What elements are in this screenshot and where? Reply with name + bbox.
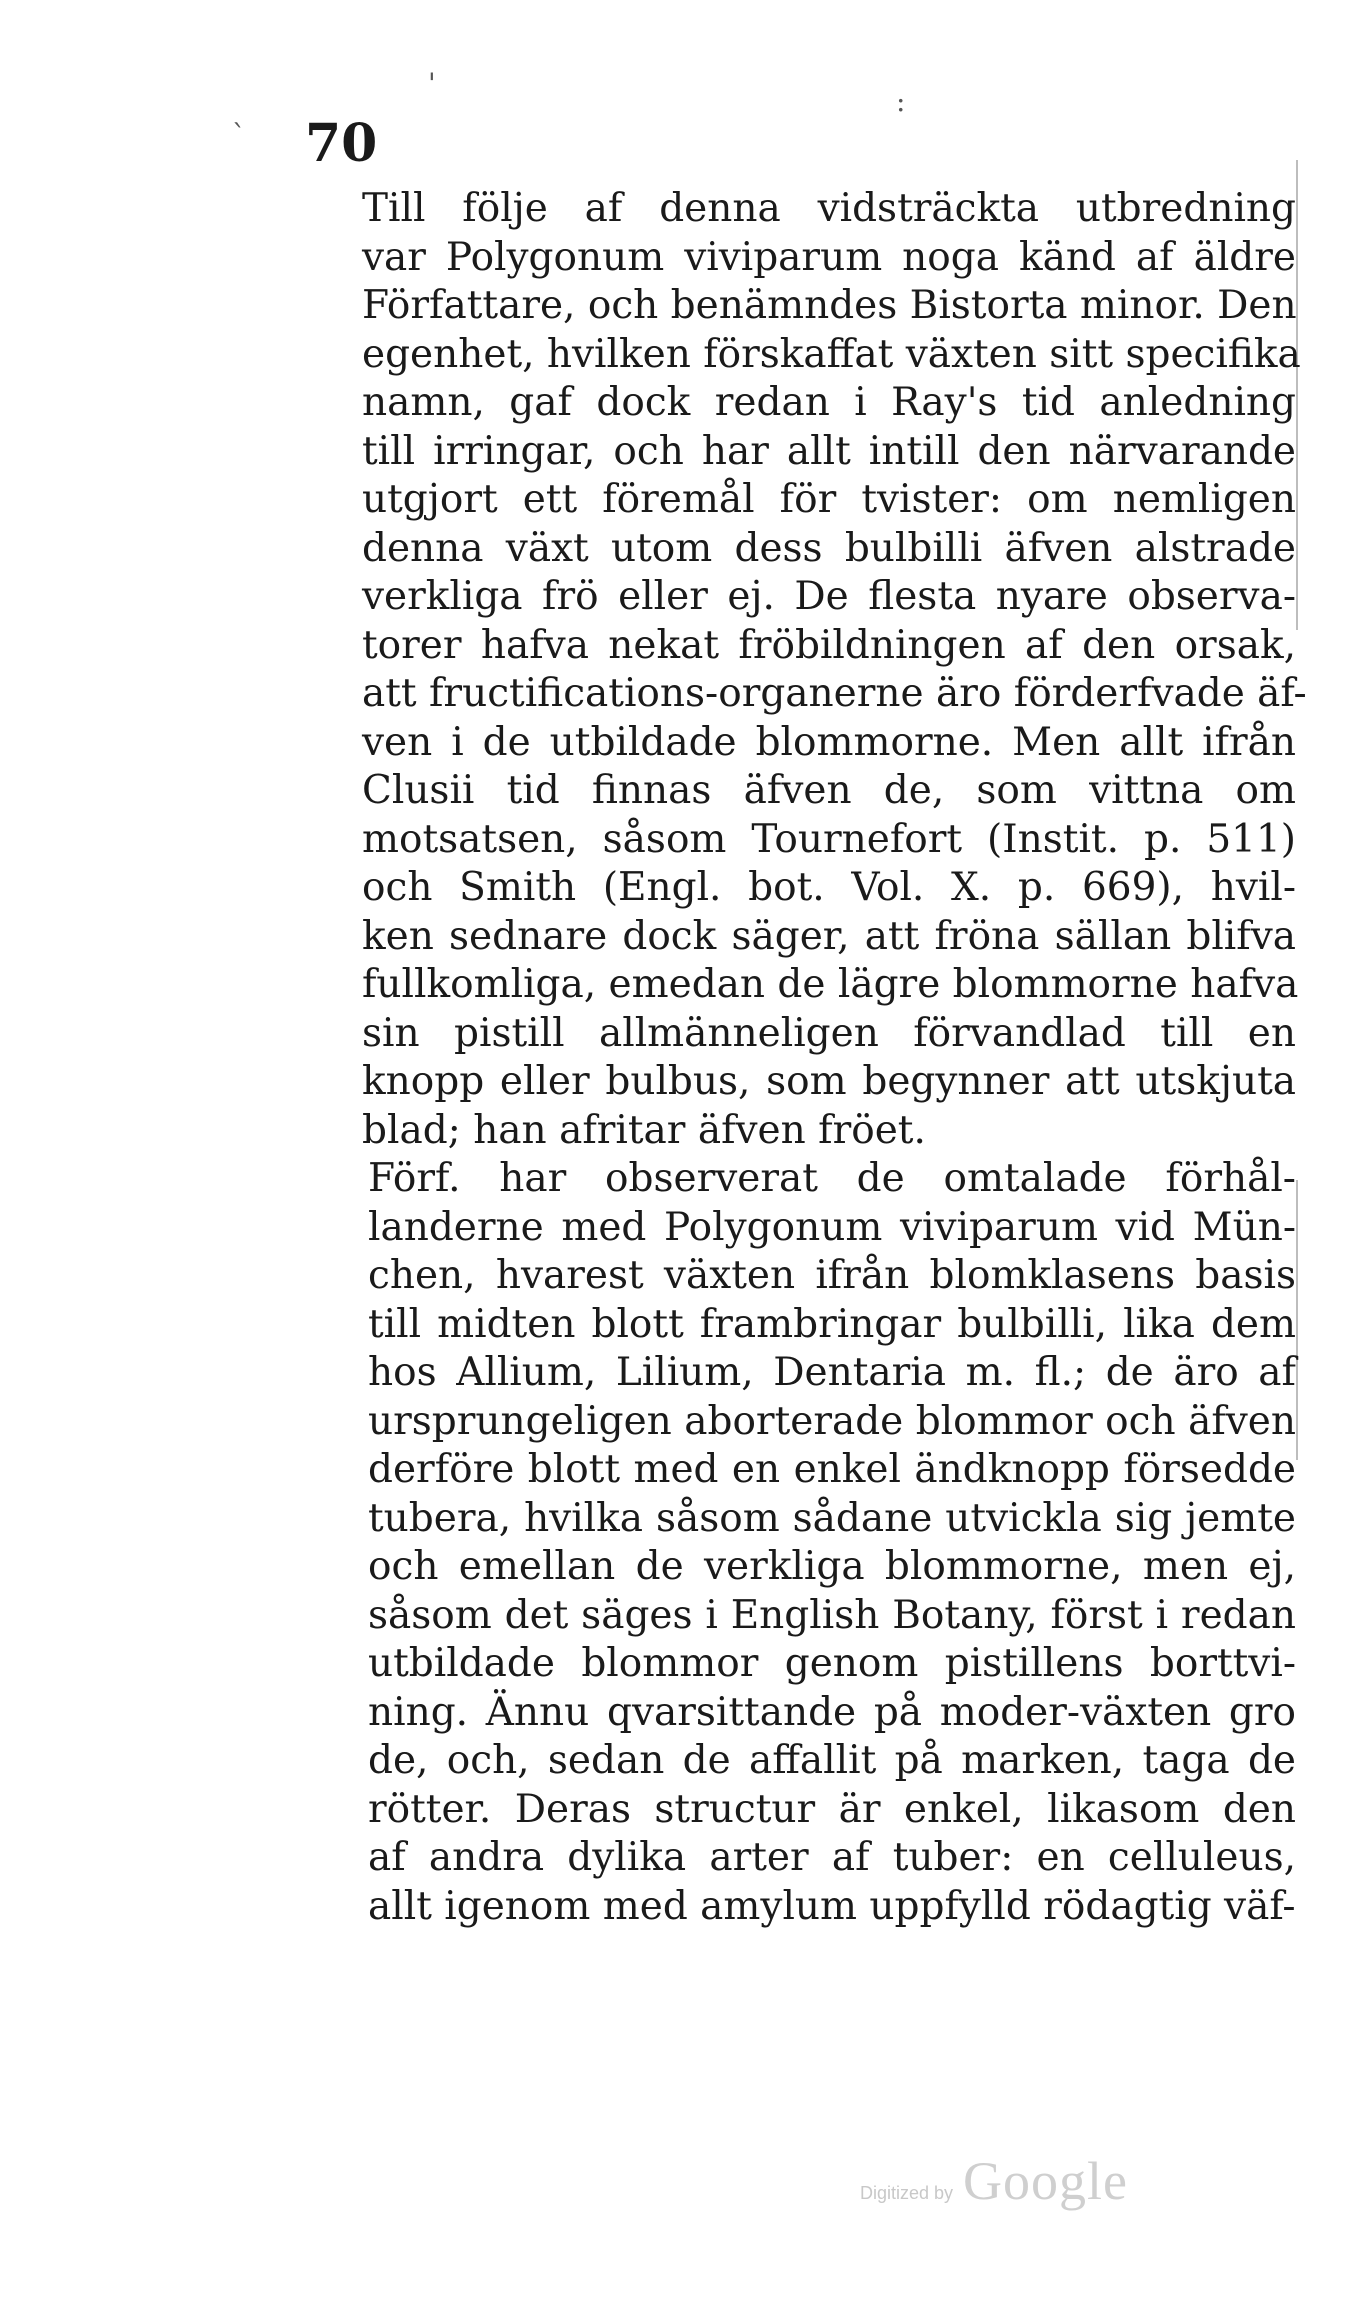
text-line: såsom det säges i English Botany, först i redan: [368, 1592, 1296, 1638]
text-line: ursprungeligen aborterade blommor och äfven: [368, 1398, 1296, 1444]
stray-mark: :: [896, 85, 906, 118]
text-line: utbildade blommor genom pistillens borttvi-: [368, 1641, 1296, 1686]
text-line: ning. Ännu qvarsittande på moder-växten gro: [368, 1689, 1296, 1735]
text-line: allt igenom med amylum uppfylld rödagtig väf-: [368, 1883, 1296, 1929]
text-line: af andra dylika arter af tuber: en celluleus,: [368, 1835, 1296, 1880]
paragraph-2: [248, 1155, 1296, 1931]
text-line: namn, gaf dock redan i Ray's tid anledning: [362, 380, 1296, 425]
text-line: utgjort ett föremål för tvister: om nemligen: [362, 477, 1296, 522]
text-line: Clusii tid finnas äfven de, som vittna om: [362, 768, 1296, 813]
page-number: 70: [305, 113, 378, 174]
text-line: derföre blott med en enkel ändknopp försedde: [368, 1447, 1296, 1492]
text-line: ven i de utbildade blommorne. Men allt ifrån: [362, 719, 1296, 765]
stray-mark: ': [428, 67, 436, 100]
text-line: egenhet, hvilken förskaffat växten sitt specifika: [362, 331, 1301, 377]
binding-edge: [1296, 160, 1298, 630]
text-line: motsatsen, såsom Tournefort (Instit. p. 511): [362, 816, 1296, 862]
text-line: torer hafva nekat fröbildningen af den orsak,: [362, 622, 1296, 668]
google-logo: Google: [963, 2151, 1129, 2211]
text-line: att fructifications-organerne äro förderfvade äf-: [362, 671, 1307, 716]
text-line: fullkomliga, emedan de lägre blommorne hafva: [362, 962, 1299, 1007]
text-line: rötter. Deras structur är enkel, likasom den: [368, 1786, 1296, 1832]
text-line: hos Allium, Lilium, Dentaria m. fl.; de äro af: [368, 1350, 1296, 1395]
text-line: de, och, sedan de affallit på marken, taga de: [368, 1738, 1296, 1783]
digitized-label: Digitized by: [860, 2183, 954, 2203]
text-line: denna växt utom dess bulbilli äfven alstrade: [362, 525, 1296, 571]
text-line: Förf. har observerat de omtalade förhål-: [368, 1156, 1296, 1201]
text-line: verkliga frö eller ej. De flesta nyare observa-: [362, 574, 1296, 619]
text-line: chen, hvarest växten ifrån blomklasens basis: [368, 1253, 1296, 1298]
digitized-watermark: [860, 2150, 1128, 2212]
text-line: blad; han afritar äfven fröet.: [362, 1107, 926, 1153]
body-text: [248, 185, 1307, 1931]
text-line: och Smith (Engl. bot. Vol. X. p. 669), hvil-: [362, 865, 1296, 910]
text-line: till midten blott frambringar bulbilli, lika dem: [368, 1301, 1296, 1347]
text-line: och emellan de verkliga blommorne, men ej,: [368, 1544, 1296, 1589]
text-line: till irringar, och har allt intill den närvarande: [362, 428, 1296, 474]
text-line: knopp eller bulbus, som begynner att utskjuta: [362, 1059, 1296, 1104]
text-line: landerne med Polygonum viviparum vid Mün-: [368, 1204, 1296, 1250]
stray-mark: `: [232, 119, 246, 152]
text-line: Författare, och benämndes Bistorta minor. Den: [362, 283, 1297, 328]
text-line: var Polygonum viviparum noga känd af äldre: [362, 234, 1296, 280]
paragraph-1: [248, 185, 1307, 1155]
binding-edge: [1296, 1180, 1298, 1460]
text-line: ken sednare dock säger, att fröna sällan blifva: [362, 913, 1296, 959]
text-line: sin pistill allmänneligen förvandlad till en: [362, 1010, 1296, 1056]
text-line: Till följe af denna vidsträckta utbredning: [362, 186, 1296, 231]
text-line: tubera, hvilka såsom sådane utvickla sig jemte: [368, 1495, 1296, 1541]
